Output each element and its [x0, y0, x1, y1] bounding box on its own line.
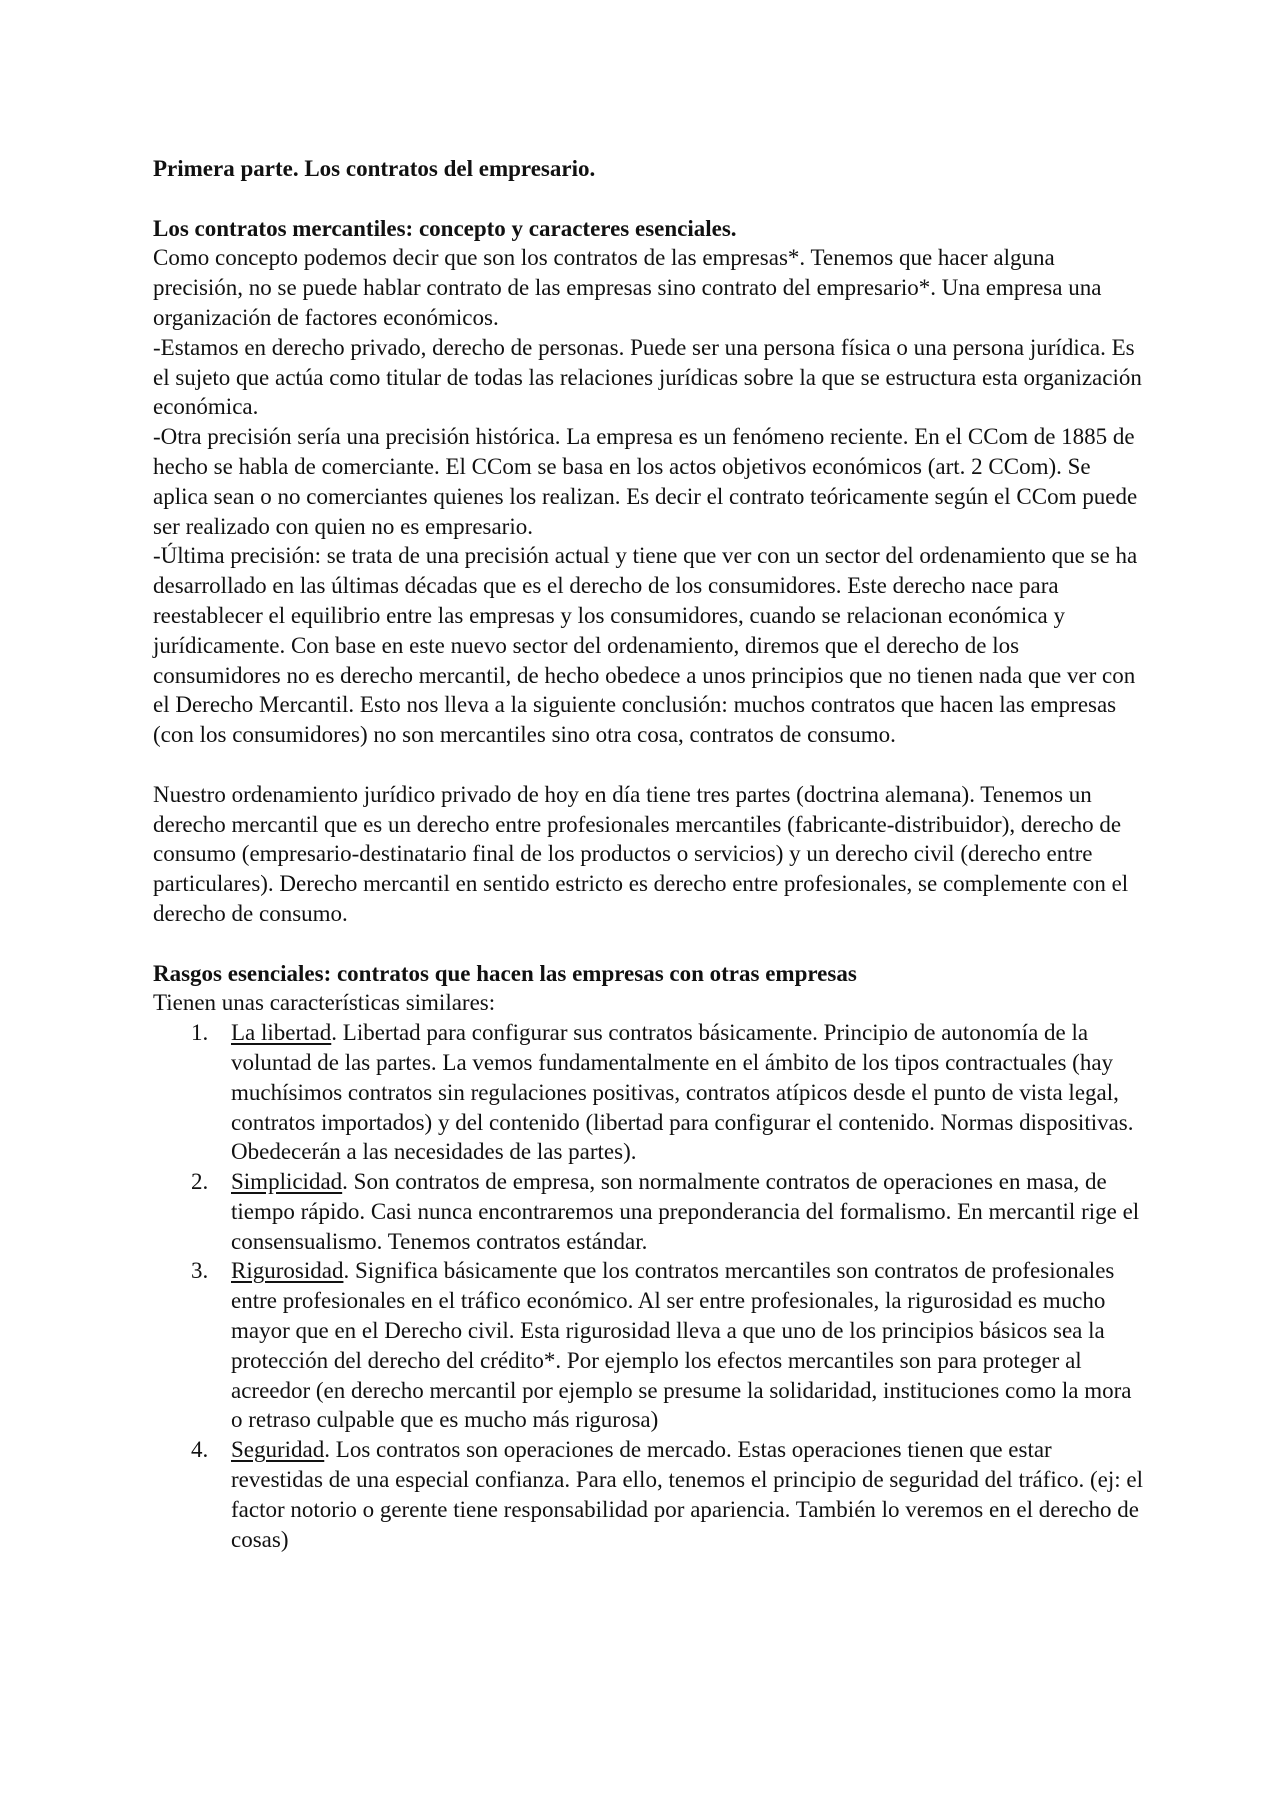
- list-item-text: . Son contratos de empresa, son normalmente contratos de operaciones en masa, de tiempo rápido. Casi nunca encontraremos una preponderancia del formalismo. En mercantil rige el consensualismo. Tenemos contratos estándar.: [231, 1169, 1140, 1254]
- list-item-text: . Significa básicamente que los contratos mercantiles son contratos de profesionales entre profesionales en el tráfico económico. Al ser entre profesionales, la rigurosidad es mucho mayor que en el Derecho civil. Esta rigurosidad lleva a que uno de los principios básicos sea la protección del derecho del crédito*. Por ejemplo los efectos mercantiles son para proteger al acreedor (en derecho mercantil por ejemplo se presume la solidaridad, instituciones como la mora o retraso culpable que es mucho más rigurosa): [231, 1258, 1132, 1433]
- list-number: 2.: [191, 1169, 209, 1195]
- section-heading-concepto: Los contratos mercantiles: concepto y caracteres esenciales.: [153, 215, 737, 241]
- list-number: 4.: [191, 1437, 209, 1463]
- list-item-seguridad: [153, 1435, 1143, 1554]
- paragraph-ordenamiento: Nuestro ordenamiento jurídico privado de hoy en día tiene tres partes (doctrina alemana). Tenemos un derecho mercantil que es un derecho entre profesionales mercantiles (fabricante-distribuidor), derecho de consumo (empresario-destinatario final de los productos o servicios) y un derecho civil (derecho entre particulares). Derecho mercantil en sentido estricto es derecho entre profesionales, se complemente con el derecho de consumo.: [153, 781, 1129, 926]
- paragraph-precision-actual: -Última precisión: se trata de una precisión actual y tiene que ver con un sector del ordenamiento que se ha desarrollado en las últimas décadas que es el derecho de los consumidores. Este derecho nace para reestablecer el equilibrio entre las empresas y los consumidores, cuando se relacionan económica y jurídicamente. Con base en este nuevo sector del ordenamiento, diremos que el derecho de los consumidores no es derecho mercantil, de hecho obedece a unos principios que no tienen nada que ver con el Derecho Mercantil. Esto nos lleva a la siguiente conclusión: muchos contratos que hacen las empresas (con los consumidores) no son mercantiles sino otra cosa, contratos de consumo.: [153, 543, 1138, 748]
- list-item-libertad: [153, 1018, 1143, 1167]
- document-page: [153, 154, 1143, 1554]
- term-libertad: La libertad: [231, 1020, 332, 1046]
- paragraph-derecho-privado: -Estamos en derecho privado, derecho de personas. Puede ser una persona física o una persona jurídica. Es el sujeto que actúa como titular de todas las relaciones jurídicas sobre la que se estructura esta organización económica.: [153, 334, 1142, 420]
- paragraph-precision-historica: -Otra precisión sería una precisión histórica. La empresa es un fenómeno reciente. En el CCom de 1885 de hecho se habla de comerciante. El CCom se basa en los actos objetivos económicos (art. 2 CCom). Se aplica sean o no comerciantes quienes los realizan. Es decir el contrato teóricamente según el CCom puede ser realizado con quien no es empresario.: [153, 424, 1138, 539]
- list-item-text: . Libertad para configurar sus contratos básicamente. Principio de autonomía de la voluntad de las partes. La vemos fundamentalmente en el ámbito de los tipos contractuales (hay muchísimos contratos sin regulaciones positivas, contratos atípicos desde el punto de vista legal, contratos importados) y del contenido (libertad para configurar el contenido. Normas dispositivas. Obedecerán a las necesidades de las partes).: [231, 1020, 1134, 1165]
- term-simplicidad: Simplicidad: [231, 1169, 343, 1195]
- spacer: [153, 750, 1143, 780]
- paragraph-concepto: Como concepto podemos decir que son los contratos de las empresas*. Tenemos que hacer alguna precisión, no se puede hablar contrato de las empresas sino contrato del empresario*. Una empresa una organización de factores económicos.: [153, 245, 1102, 330]
- spacer: [153, 184, 1143, 214]
- term-rigurosidad: Rigurosidad: [231, 1258, 344, 1284]
- rasgos-intro: Tienen unas características similares:: [153, 990, 496, 1016]
- list-item-simplicidad: [153, 1167, 1143, 1256]
- document-title: Primera parte. Los contratos del empresario.: [153, 156, 596, 181]
- section-heading-rasgos: Rasgos esenciales: contratos que hacen las empresas con otras empresas: [153, 960, 857, 986]
- features-list: [153, 1018, 1143, 1554]
- list-number: 1.: [191, 1020, 209, 1046]
- list-item-rigurosidad: [153, 1256, 1143, 1435]
- spacer: [153, 929, 1143, 959]
- list-item-text: . Los contratos son operaciones de mercado. Estas operaciones tienen que estar revestidas de una especial confianza. Para ello, tenemos el principio de seguridad del tráfico. (ej: el factor notorio o gerente tiene responsabilidad por apariencia. También lo veremos en el derecho de cosas): [231, 1437, 1143, 1552]
- term-seguridad: Seguridad: [231, 1437, 325, 1463]
- list-number: 3.: [191, 1258, 209, 1284]
